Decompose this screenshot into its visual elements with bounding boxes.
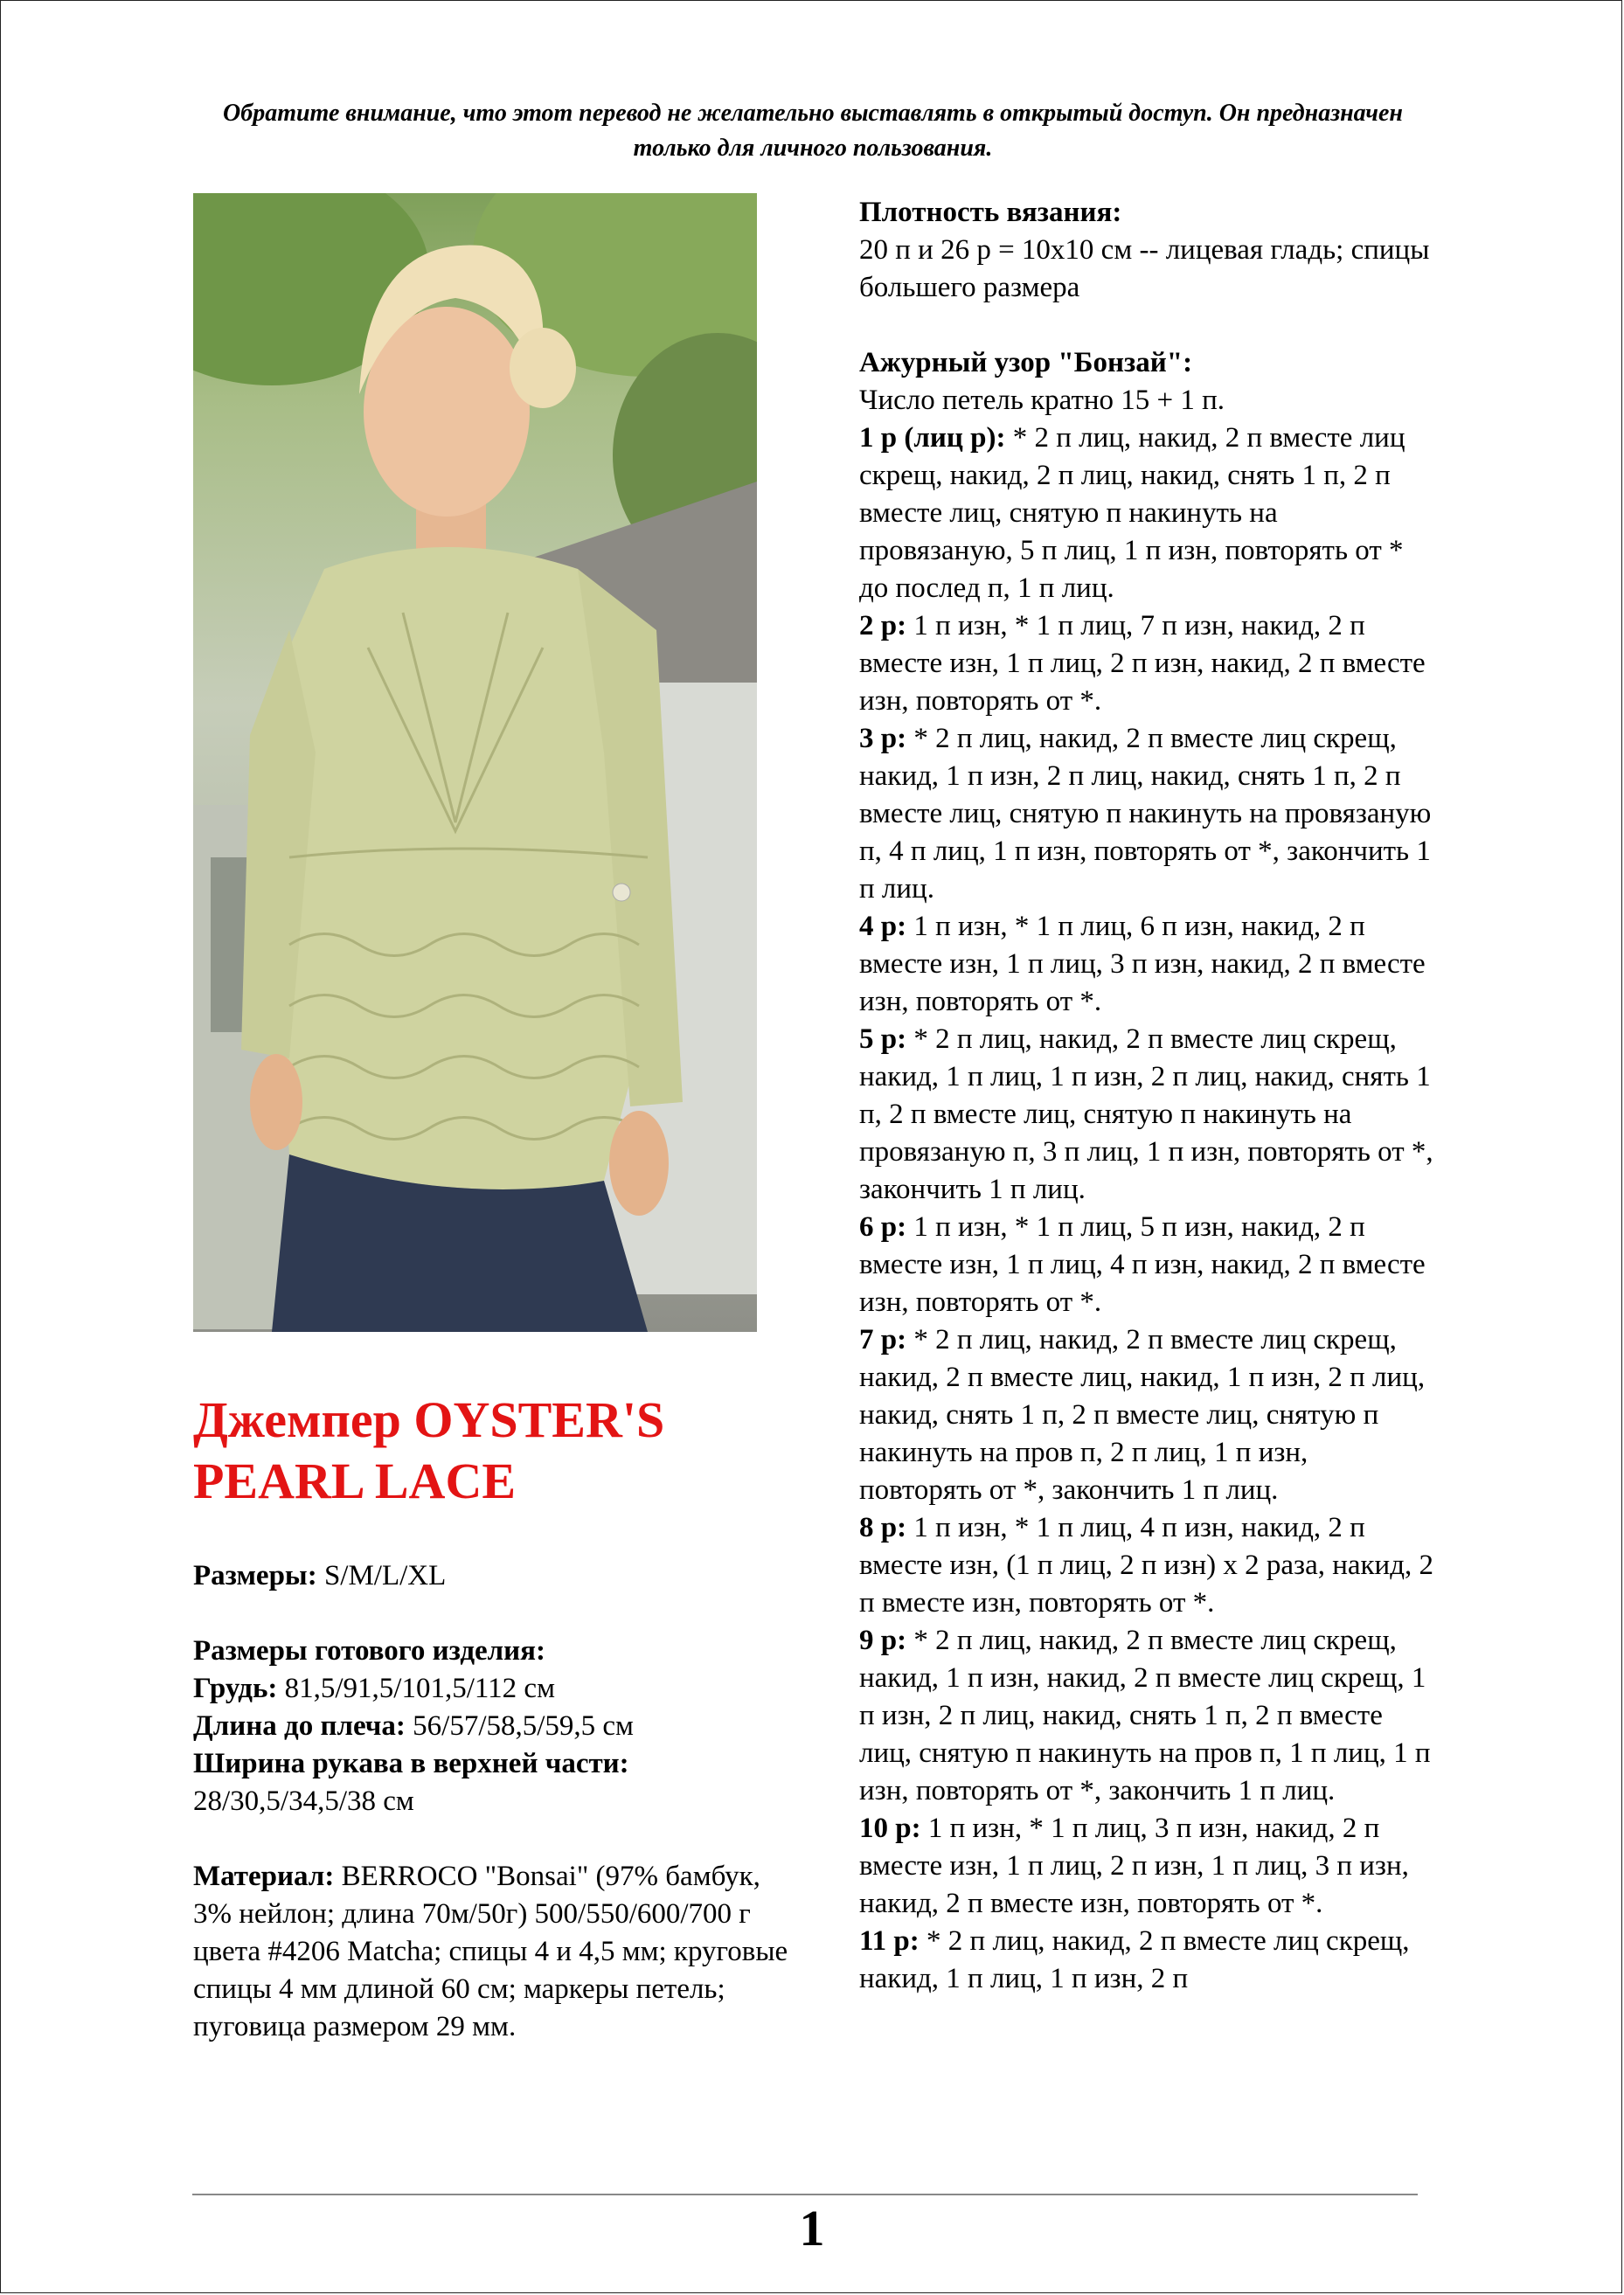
row-label: 7 р:	[859, 1324, 907, 1356]
sleeve-value-line	[193, 1783, 796, 1820]
row-text: * 2 п лиц, накид, 2 п вместе лиц скрещ, накид, 1 п лиц, 1 п изн, 2 п	[859, 1925, 1410, 1994]
row-text: * 2 п лиц, накид, 2 п вместе лиц скрещ, накид, 1 п изн, 2 п лиц, накид, снять 1 п, 2 п вместе лиц, снятую п накинуть на провязаную п, 4 п лиц, 1 п изн, повторять от *, закончить 1 п лиц.	[859, 723, 1432, 905]
row-label: 2 р:	[859, 610, 907, 641]
row-label: 4 р:	[859, 911, 907, 942]
right-column	[859, 194, 1436, 1998]
pattern-row	[859, 607, 1436, 720]
row-label: 9 р:	[859, 1625, 907, 1656]
row-text: * 2 п лиц, накид, 2 п вместе лиц скрещ, накид, 1 п изн, накид, 2 п вместе лиц скрещ, 1 п изн, 2 п лиц, накид, снять 1 п, 2 п вместе лиц, снятую п накинуть на пров п, 1 п лиц, 1 п изн, повторять от *, закончить 1 п лиц.	[859, 1625, 1431, 1806]
material-paragraph	[193, 1858, 796, 2046]
finished-heading-text: Размеры готового изделия:	[193, 1635, 546, 1667]
row-label: 1 р (лиц р):	[859, 422, 1006, 454]
pattern-row	[859, 908, 1436, 1021]
length-label: Длина до плеча:	[193, 1710, 406, 1742]
footer-divider	[192, 2194, 1418, 2195]
row-text: 1 п изн, * 1 п лиц, 4 п изн, накид, 2 п вместе изн, (1 п лиц, 2 п изн) х 2 раза, накид, 2 п вместе изн, повторять от *.	[859, 1512, 1434, 1619]
row-text: 1 п изн, * 1 п лиц, 7 п изн, накид, 2 п вместе изн, 1 п лиц, 2 п изн, накид, 2 п вместе изн, повторять от *.	[859, 610, 1426, 717]
row-text: 1 п изн, * 1 п лиц, 6 п изн, накид, 2 п вместе изн, 1 п лиц, 3 п изн, накид, 2 п вместе изн, повторять от *.	[859, 911, 1426, 1017]
row-label: 6 р:	[859, 1211, 907, 1243]
button-detail	[613, 884, 630, 901]
sizes-value: S/M/L/XL	[316, 1560, 447, 1591]
sleeve-value: 28/30,5/34,5/38 см	[193, 1785, 414, 1817]
pattern-row	[859, 1209, 1436, 1321]
gauge-label: Плотность вязания:	[859, 197, 1122, 228]
row-label: 5 р:	[859, 1023, 907, 1055]
pattern-row	[859, 1321, 1436, 1509]
row-label: 3 р:	[859, 723, 907, 754]
row-label: 10 р:	[859, 1813, 921, 1844]
pattern-heading	[859, 344, 1436, 382]
sizes-line	[193, 1557, 796, 1595]
row-text: * 2 п лиц, накид, 2 п вместе лиц скрещ, накид, 2 п лиц, накид, снять 1 п, 2 п вместе лиц, снятую п накинуть на провязаную, 5 п лиц, 1 п изн, повторять от * до послед п, 1 п лиц.	[859, 422, 1405, 604]
sleeve-label-line	[193, 1745, 796, 1783]
bust-label: Грудь:	[193, 1673, 278, 1704]
sleeve-label: Ширина рукава в верхней части:	[193, 1748, 629, 1779]
row-text: 1 п изн, * 1 п лиц, 5 п изн, накид, 2 п вместе изн, 1 п лиц, 4 п изн, накид, 2 п вместе изн, повторять от *.	[859, 1211, 1426, 1318]
pattern-row	[859, 419, 1436, 607]
finished-heading	[193, 1633, 796, 1670]
row-label: 8 р:	[859, 1512, 907, 1543]
bust-line	[193, 1670, 796, 1708]
row-text: 1 п изн, * 1 п лиц, 3 п изн, накид, 2 п вместе изн, 1 п лиц, 2 п изн, 1 п лиц, 3 п изн, накид, 2 п вместе изн, повторять от *.	[859, 1813, 1409, 1919]
length-value: 56/57/58,5/59,5 см	[405, 1710, 634, 1742]
page-title: Джемпер OYSTER'S PEARL LACE	[193, 1391, 665, 1509]
pattern-multiple: Число петель кратно 15 + 1 п.	[859, 385, 1225, 416]
material-value: BERROCO "Bonsai" (97% бамбук, 3% нейлон; длина 70м/50г) 500/550/600/700 г цвета #4206 Matcha; спицы 4 и 4,5 мм; круговые спицы 4 мм длиной 60 см; маркеры петель; пуговица размером 29 мм.	[193, 1861, 788, 2042]
pattern-row	[859, 720, 1436, 908]
pattern-row	[859, 1021, 1436, 1209]
material-label: Материал:	[193, 1861, 335, 1892]
gauge-heading	[859, 194, 1436, 232]
pattern-rows	[859, 419, 1436, 1998]
bust-value: 81,5/91,5/101,5/112 см	[277, 1673, 555, 1704]
pattern-row	[859, 1622, 1436, 1810]
row-label: 11 р:	[859, 1925, 920, 1957]
notice-text: Обратите внимание, что этот перевод не желательно выставлять в открытый доступ. Он предназначен только для личного пользования.	[223, 100, 1403, 162]
sizes-label: Размеры:	[193, 1560, 317, 1591]
page-number: 1	[799, 2200, 825, 2257]
length-line	[193, 1708, 796, 1745]
row-text: * 2 п лиц, накид, 2 п вместе лиц скрещ, накид, 2 п вместе лиц, накид, 1 п изн, 2 п лиц, накид, снять 1 п, 2 п вместе лиц, снятую п накинуть на пров п, 2 п лиц, 1 п изн, повторять от *, закончить 1 п лиц.	[859, 1324, 1426, 1506]
left-column	[193, 1390, 796, 2046]
gauge-value: 20 п и 26 р = 10х10 см -- лицевая гладь; спицы большего размера	[859, 234, 1430, 303]
pattern-row	[859, 1810, 1436, 1923]
pattern-row	[859, 1509, 1436, 1622]
pattern-heading-text: Ажурный узор "Бонзай":	[859, 347, 1193, 378]
row-text: * 2 п лиц, накид, 2 п вместе лиц скрещ, накид, 1 п лиц, 1 п изн, 2 п лиц, накид, снять 1 п, 2 п вместе лиц, снятую п накинуть на провязаную п, 3 п лиц, 1 п изн, повторять от *, закончить 1 п лиц.	[859, 1023, 1433, 1205]
model-photo	[193, 193, 757, 1332]
pattern-row	[859, 1923, 1436, 1998]
